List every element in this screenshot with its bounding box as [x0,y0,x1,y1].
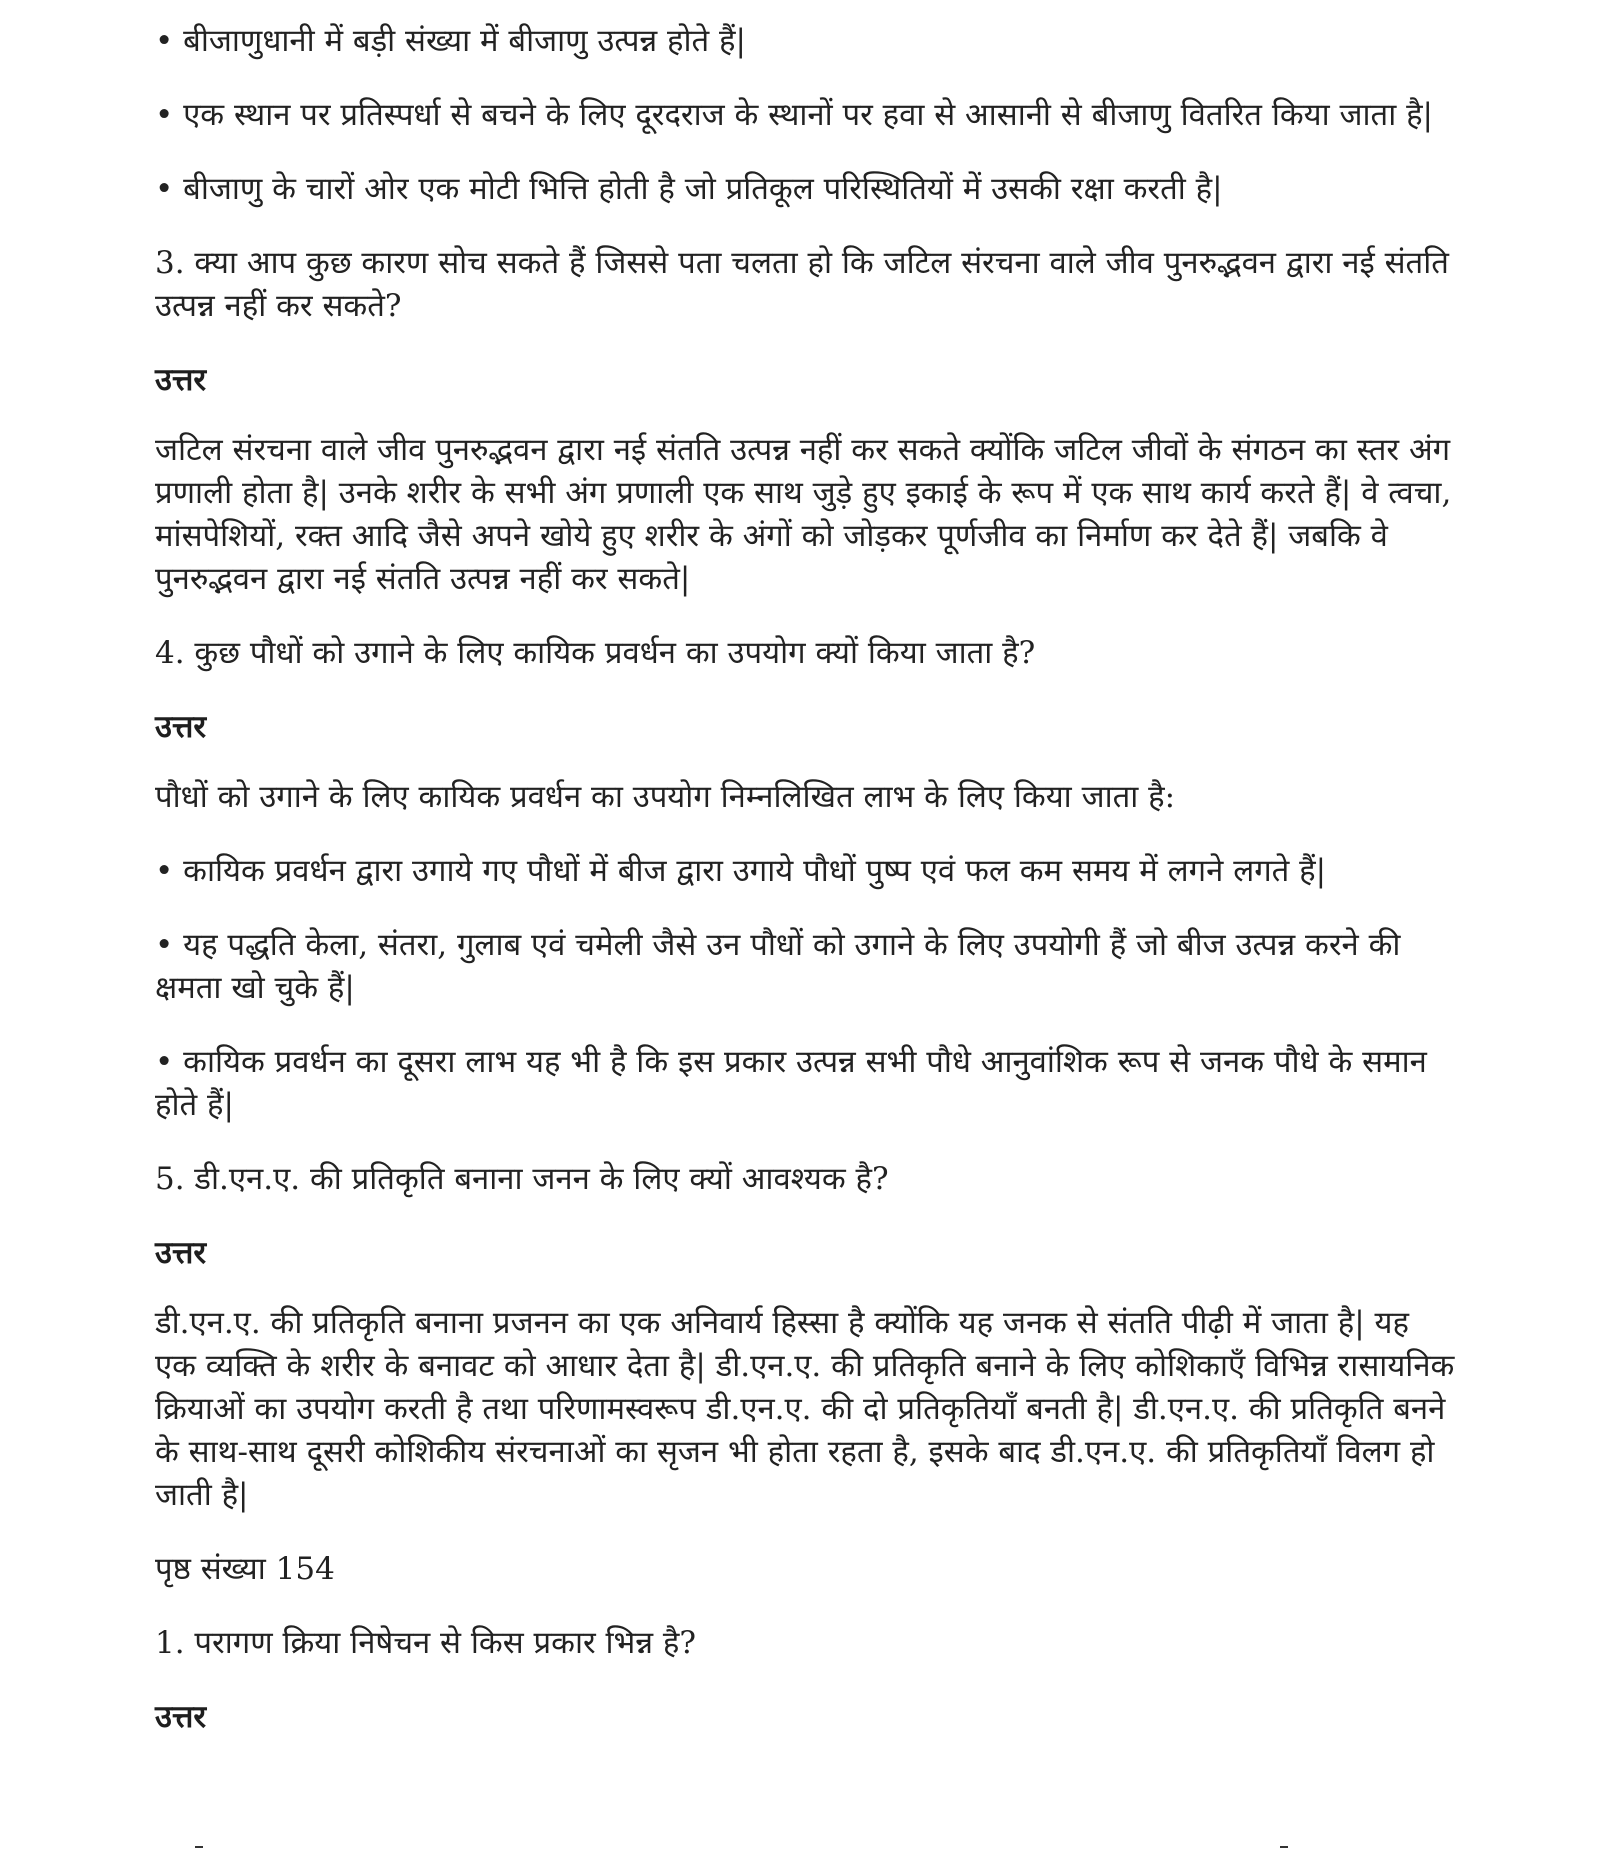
bullet-spores-wall: • बीजाणु के चारों ओर एक मोटी भित्ति होती है जो प्रतिकूल परिस्थितियों में उसकी रक्षा करती है| [155,171,1223,207]
page-reference: पृष्ठ संख्या 154 [155,1551,335,1587]
bullet-spores-dispersal: • एक स्थान पर प्रतिस्पर्धा से बचने के लिए दूरदराज के स्थानों पर हवा से आसानी से बीजाणु वितरित किया जाता है| [155,97,1434,133]
answer-heading-3: उत्तर [155,362,207,398]
answer-3: जटिल संरचना वाले जीव पुनरुद्भवन द्वारा नई संतति उत्पन्न नहीं कर सकते क्योंकि जटिल जीवों के संगठन का स्तर अंग प्रणाली होता है| उनके शरीर के सभी अंग प्रणाली एक साथ जुड़े हुए इकाई के रूप में एक साथ कार्य करते हैं| वे त्वचा, मांसपेशियों, रक्त आदि जैसे अपने खोये हुए शरीर के अंगों को जोड़कर पूर्णजीव का निर्माण कर देते हैं| जबकि वे पुनरुद्भवन द्वारा नई संतति उत्पन्न नहीं कर सकते| [155,432,1452,597]
answer-4-bullet-1: • कायिक प्रवर्धन द्वारा उगाये गए पौधों में बीज द्वारा उगाये पौधों पुष्प एवं फल कम समय में लगने लगते हैं| [155,853,1327,889]
cropped-next-line [155,1846,1455,1860]
cropped-glyph-mark [1280,1846,1288,1852]
question-3: 3. क्या आप कुछ कारण सोच सकते हैं जिससे पता चलता हो कि जटिल संरचना वाले जीव पुनरुद्भवन द्वारा नई संतति उत्पन्न नहीं कर सकते? [155,245,1449,324]
question-5: 5. डी.एन.ए. की प्रतिकृति बनाना जनन के लिए क्यों आवश्यक है? [155,1161,889,1197]
answer-4-intro: पौधों को उगाने के लिए कायिक प्रवर्धन का उपयोग निम्नलिखित लाभ के लिए किया जाता है: [155,779,1176,815]
answer-heading-4: उत्तर [155,709,207,745]
question-4: 4. कुछ पौधों को उगाने के लिए कायिक प्रवर्धन का उपयोग क्यों किया जाता है? [155,635,1036,671]
cropped-glyph-mark [195,1846,203,1852]
answer-4-bullet-3: • कायिक प्रवर्धन का दूसरा लाभ यह भी है कि इस प्रकार उत्पन्न सभी पौधे आनुवांशिक रूप से जनक पौधे के समान होते हैं| [155,1044,1427,1123]
answer-5: डी.एन.ए. की प्रतिकृति बनाना प्रजनन का एक अनिवार्य हिस्सा है क्योंकि यह जनक से संतति पीढ़ी में जाता है| यह एक व्यक्ति के शरीर के बनावट को आधार देता है| डी.एन.ए. की प्रतिकृति बनाने के लिए कोशिकाएँ विभिन्न रासायनिक क्रियाओं का उपयोग करती है तथा परिणामस्वरूप डी.एन.ए. की दो प्रतिकृतियाँ बनती है| डी.एन.ए. की प्रतिकृति बनने के साथ-साथ दूसरी कोशिकीय संरचनाओं का सृजन भी होता रहता है, इसके बाद डी.एन.ए. की प्रतिकृतियाँ विलग हो जाती है| [155,1305,1455,1513]
answer-heading-5: उत्तर [155,1235,207,1271]
answer-heading-next: उत्तर [155,1699,207,1735]
question-next-1: 1. परागण क्रिया निषेचन से किस प्रकार भिन्न है? [155,1625,696,1661]
answer-4-bullet-2: • यह पद्धति केला, संतरा, गुलाब एवं चमेली जैसे उन पौधों को उगाने के लिए उपयोगी हैं जो बीज उत्पन्न करने की क्षमता खो चुके हैं| [155,927,1401,1006]
document-page [155,20,1455,1766]
bullet-spores-count: • बीजाणुधानी में बड़ी संख्या में बीजाणु उत्पन्न होते हैं| [155,23,746,59]
